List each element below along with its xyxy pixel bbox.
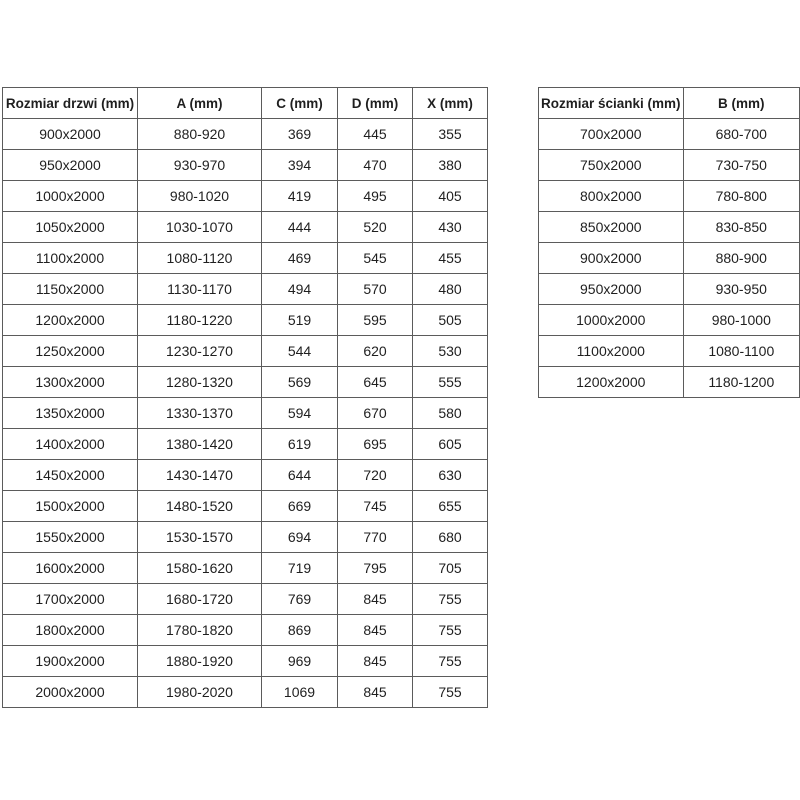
table-cell: 1550x2000 bbox=[3, 522, 138, 553]
table-cell: 1700x2000 bbox=[3, 584, 138, 615]
table-cell: 845 bbox=[338, 615, 413, 646]
table-row bbox=[3, 646, 488, 677]
table-cell: 1100x2000 bbox=[3, 243, 138, 274]
table-row bbox=[539, 367, 800, 398]
table-cell: 695 bbox=[338, 429, 413, 460]
table-cell: 694 bbox=[262, 522, 338, 553]
table-cell: 1800x2000 bbox=[3, 615, 138, 646]
table-cell: 569 bbox=[262, 367, 338, 398]
table-cell: 900x2000 bbox=[539, 243, 684, 274]
header-cell: Rozmiar ścianki (mm) bbox=[539, 88, 684, 119]
table-row bbox=[3, 429, 488, 460]
table-cell: 730-750 bbox=[683, 150, 799, 181]
table-row bbox=[3, 119, 488, 150]
table-cell: 1230-1270 bbox=[138, 336, 262, 367]
table-cell: 1280-1320 bbox=[138, 367, 262, 398]
table-cell: 1600x2000 bbox=[3, 553, 138, 584]
table-cell: 469 bbox=[262, 243, 338, 274]
table-row bbox=[3, 274, 488, 305]
header-cell: D (mm) bbox=[338, 88, 413, 119]
table-cell: 755 bbox=[413, 584, 488, 615]
table-row bbox=[539, 336, 800, 367]
table-cell: 980-1000 bbox=[683, 305, 799, 336]
table-cell: 1100x2000 bbox=[539, 336, 684, 367]
table-cell: 1780-1820 bbox=[138, 615, 262, 646]
table-cell: 455 bbox=[413, 243, 488, 274]
table-cell: 1400x2000 bbox=[3, 429, 138, 460]
table-cell: 950x2000 bbox=[3, 150, 138, 181]
table-cell: 900x2000 bbox=[3, 119, 138, 150]
header-cell: A (mm) bbox=[138, 88, 262, 119]
table-row bbox=[539, 305, 800, 336]
table-cell: 470 bbox=[338, 150, 413, 181]
table-cell: 1050x2000 bbox=[3, 212, 138, 243]
table-cell: 580 bbox=[413, 398, 488, 429]
table-row bbox=[3, 181, 488, 212]
table-cell: 755 bbox=[413, 615, 488, 646]
table-cell: 680-700 bbox=[683, 119, 799, 150]
table-cell: 780-800 bbox=[683, 181, 799, 212]
table-cell: 595 bbox=[338, 305, 413, 336]
table-cell: 619 bbox=[262, 429, 338, 460]
table-cell: 969 bbox=[262, 646, 338, 677]
table-row bbox=[3, 243, 488, 274]
table-cell: 845 bbox=[338, 646, 413, 677]
table-cell: 845 bbox=[338, 677, 413, 708]
table-cell: 1080-1120 bbox=[138, 243, 262, 274]
table-cell: 1900x2000 bbox=[3, 646, 138, 677]
header-cell: B (mm) bbox=[683, 88, 799, 119]
table-cell: 1080-1100 bbox=[683, 336, 799, 367]
table-cell: 544 bbox=[262, 336, 338, 367]
table-cell: 505 bbox=[413, 305, 488, 336]
table-cell: 1330-1370 bbox=[138, 398, 262, 429]
table-cell: 1680-1720 bbox=[138, 584, 262, 615]
table-cell: 1480-1520 bbox=[138, 491, 262, 522]
table-row bbox=[539, 181, 800, 212]
header-cell: Rozmiar drzwi (mm) bbox=[3, 88, 138, 119]
table-cell: 755 bbox=[413, 677, 488, 708]
door-size-table bbox=[2, 87, 488, 708]
table-cell: 1580-1620 bbox=[138, 553, 262, 584]
table-cell: 1350x2000 bbox=[3, 398, 138, 429]
header-row bbox=[539, 88, 800, 119]
table-cell: 795 bbox=[338, 553, 413, 584]
table-cell: 519 bbox=[262, 305, 338, 336]
table-cell: 745 bbox=[338, 491, 413, 522]
table-cell: 1450x2000 bbox=[3, 460, 138, 491]
table-row bbox=[539, 150, 800, 181]
table-row bbox=[3, 367, 488, 398]
table-cell: 930-970 bbox=[138, 150, 262, 181]
table-cell: 495 bbox=[338, 181, 413, 212]
wall-size-table bbox=[538, 87, 800, 398]
table-row bbox=[539, 212, 800, 243]
table-row bbox=[539, 274, 800, 305]
table-cell: 545 bbox=[338, 243, 413, 274]
table-cell: 869 bbox=[262, 615, 338, 646]
table-cell: 555 bbox=[413, 367, 488, 398]
table-cell: 445 bbox=[338, 119, 413, 150]
table-cell: 1430-1470 bbox=[138, 460, 262, 491]
table-cell: 419 bbox=[262, 181, 338, 212]
table-row bbox=[3, 212, 488, 243]
table-row bbox=[3, 336, 488, 367]
table-row bbox=[3, 305, 488, 336]
table-cell: 355 bbox=[413, 119, 488, 150]
table-row bbox=[539, 119, 800, 150]
table-cell: 369 bbox=[262, 119, 338, 150]
table-row bbox=[3, 522, 488, 553]
table-cell: 405 bbox=[413, 181, 488, 212]
table-cell: 380 bbox=[413, 150, 488, 181]
table-cell: 769 bbox=[262, 584, 338, 615]
table-cell: 480 bbox=[413, 274, 488, 305]
table-cell: 705 bbox=[413, 553, 488, 584]
table-row bbox=[3, 491, 488, 522]
table-cell: 770 bbox=[338, 522, 413, 553]
table-cell: 755 bbox=[413, 646, 488, 677]
table-cell: 800x2000 bbox=[539, 181, 684, 212]
table-cell: 530 bbox=[413, 336, 488, 367]
table-cell: 1500x2000 bbox=[3, 491, 138, 522]
table-cell: 670 bbox=[338, 398, 413, 429]
table-cell: 1200x2000 bbox=[3, 305, 138, 336]
table-cell: 1150x2000 bbox=[3, 274, 138, 305]
table-cell: 430 bbox=[413, 212, 488, 243]
table-cell: 720 bbox=[338, 460, 413, 491]
table-cell: 880-900 bbox=[683, 243, 799, 274]
table-cell: 605 bbox=[413, 429, 488, 460]
table-row bbox=[3, 677, 488, 708]
table-cell: 680 bbox=[413, 522, 488, 553]
header-cell: C (mm) bbox=[262, 88, 338, 119]
table-cell: 1200x2000 bbox=[539, 367, 684, 398]
table-cell: 594 bbox=[262, 398, 338, 429]
table-row bbox=[3, 584, 488, 615]
table-cell: 750x2000 bbox=[539, 150, 684, 181]
table-cell: 1530-1570 bbox=[138, 522, 262, 553]
table-cell: 494 bbox=[262, 274, 338, 305]
table-cell: 394 bbox=[262, 150, 338, 181]
table-cell: 1180-1220 bbox=[138, 305, 262, 336]
table-cell: 1250x2000 bbox=[3, 336, 138, 367]
table-cell: 644 bbox=[262, 460, 338, 491]
table-cell: 700x2000 bbox=[539, 119, 684, 150]
table-cell: 1880-1920 bbox=[138, 646, 262, 677]
table-row bbox=[3, 398, 488, 429]
table-row bbox=[3, 615, 488, 646]
table-cell: 1069 bbox=[262, 677, 338, 708]
table-cell: 830-850 bbox=[683, 212, 799, 243]
table-row bbox=[3, 150, 488, 181]
table-row bbox=[3, 553, 488, 584]
table-cell: 655 bbox=[413, 491, 488, 522]
table-cell: 520 bbox=[338, 212, 413, 243]
table-cell: 2000x2000 bbox=[3, 677, 138, 708]
table-cell: 645 bbox=[338, 367, 413, 398]
table-cell: 1000x2000 bbox=[539, 305, 684, 336]
header-row bbox=[3, 88, 488, 119]
table-cell: 1000x2000 bbox=[3, 181, 138, 212]
table-cell: 630 bbox=[413, 460, 488, 491]
table-row bbox=[3, 460, 488, 491]
table-cell: 1980-2020 bbox=[138, 677, 262, 708]
table-cell: 1030-1070 bbox=[138, 212, 262, 243]
table-cell: 1380-1420 bbox=[138, 429, 262, 460]
table-cell: 444 bbox=[262, 212, 338, 243]
table-cell: 1180-1200 bbox=[683, 367, 799, 398]
table-cell: 845 bbox=[338, 584, 413, 615]
table-cell: 570 bbox=[338, 274, 413, 305]
table-cell: 1130-1170 bbox=[138, 274, 262, 305]
table-row bbox=[539, 243, 800, 274]
table-cell: 1300x2000 bbox=[3, 367, 138, 398]
table-cell: 930-950 bbox=[683, 274, 799, 305]
header-cell: X (mm) bbox=[413, 88, 488, 119]
table-cell: 620 bbox=[338, 336, 413, 367]
table-cell: 669 bbox=[262, 491, 338, 522]
table-cell: 950x2000 bbox=[539, 274, 684, 305]
table-cell: 880-920 bbox=[138, 119, 262, 150]
table-cell: 850x2000 bbox=[539, 212, 684, 243]
table-cell: 980-1020 bbox=[138, 181, 262, 212]
table-cell: 719 bbox=[262, 553, 338, 584]
